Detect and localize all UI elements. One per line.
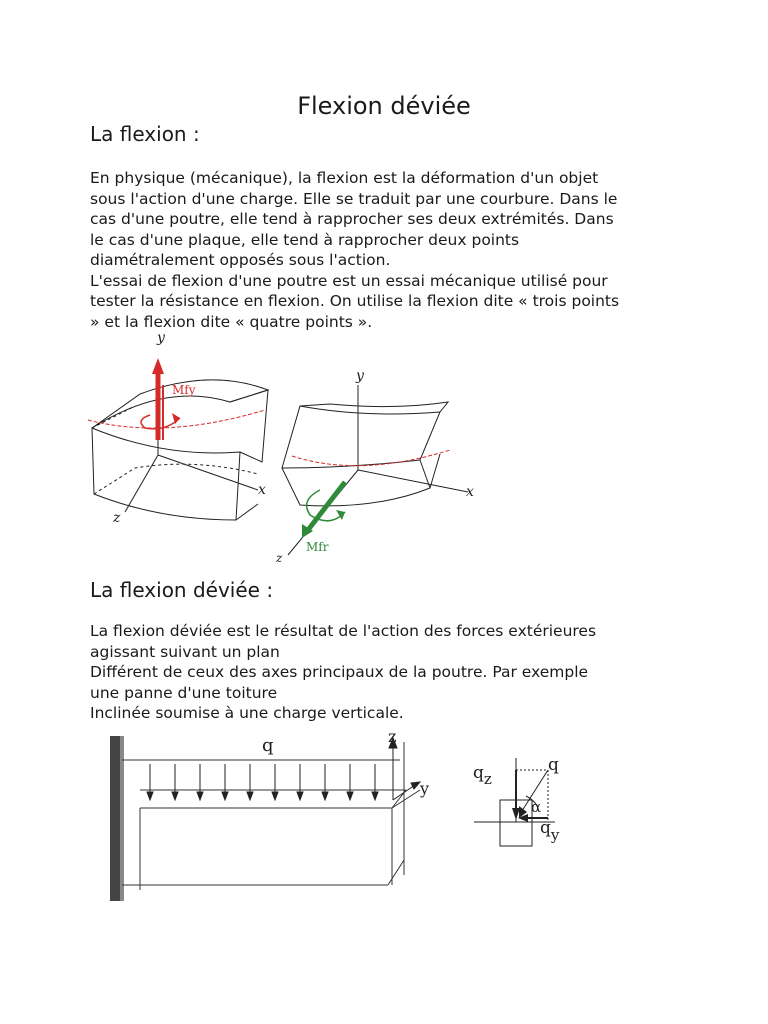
text-line: agissant suivant un plan bbox=[90, 642, 280, 661]
axis-y-label: y bbox=[420, 779, 430, 798]
text-line: La flexion déviée est le résultat de l'action des forces extérieures bbox=[90, 622, 597, 640]
moment-label-mfy: Mfy bbox=[172, 383, 196, 397]
text-line: une panne d'une toiture bbox=[90, 683, 278, 702]
text-line: » et la flexion dite « quatre points ». bbox=[90, 312, 373, 331]
page-title: Flexion déviée bbox=[297, 92, 471, 120]
axis-z-label-right: z bbox=[276, 551, 283, 565]
axis-z-label-left: z bbox=[113, 510, 121, 526]
text-line: le cas d'une plaque, elle tend à rapprocher deux points bbox=[90, 230, 520, 249]
text-line: cas d'une poutre, elle tend à rapprocher ses deux extrémités. Dans bbox=[90, 210, 614, 228]
section-heading-flexion-deviee: La flexion déviée : bbox=[90, 578, 274, 602]
text-line: diamétralement opposés sous l'action. bbox=[90, 251, 391, 269]
axis-x-label-left: x bbox=[258, 482, 266, 498]
load-label-q: q bbox=[262, 735, 274, 756]
vector-label-qy: qy bbox=[540, 818, 560, 844]
moment-label-mfr: Mfr bbox=[306, 540, 329, 554]
text-line: L'essai de flexion d'une poutre est un essai mécanique utilisé pour bbox=[90, 271, 608, 290]
text-line: Inclinée soumise à une charge verticale. bbox=[90, 704, 404, 722]
vector-label-qz: qz bbox=[473, 763, 492, 788]
angle-label-alpha: α bbox=[531, 798, 542, 816]
text-line: tester la résistance en flexion. On utilise la flexion dite « trois points bbox=[90, 292, 620, 310]
axis-x-label-right: x bbox=[466, 484, 474, 500]
section-heading-flexion: La flexion : bbox=[90, 122, 200, 146]
wall-support bbox=[110, 736, 124, 901]
axis-z-label: z bbox=[388, 727, 397, 746]
axis-y-label-right: y bbox=[356, 368, 364, 384]
text-line: En physique (mécanique), la flexion est la déformation d'un objet bbox=[90, 169, 599, 187]
text-line: sous l'action d'une charge. Elle se traduit par une courbure. Dans le bbox=[90, 189, 618, 208]
axis-y-label-left: y bbox=[157, 330, 165, 346]
vector-label-q: q bbox=[548, 755, 559, 775]
distributed-load-arrows bbox=[147, 764, 378, 800]
text-line: Différent de ceux des axes principaux de la poutre. Par exemple bbox=[90, 663, 589, 681]
